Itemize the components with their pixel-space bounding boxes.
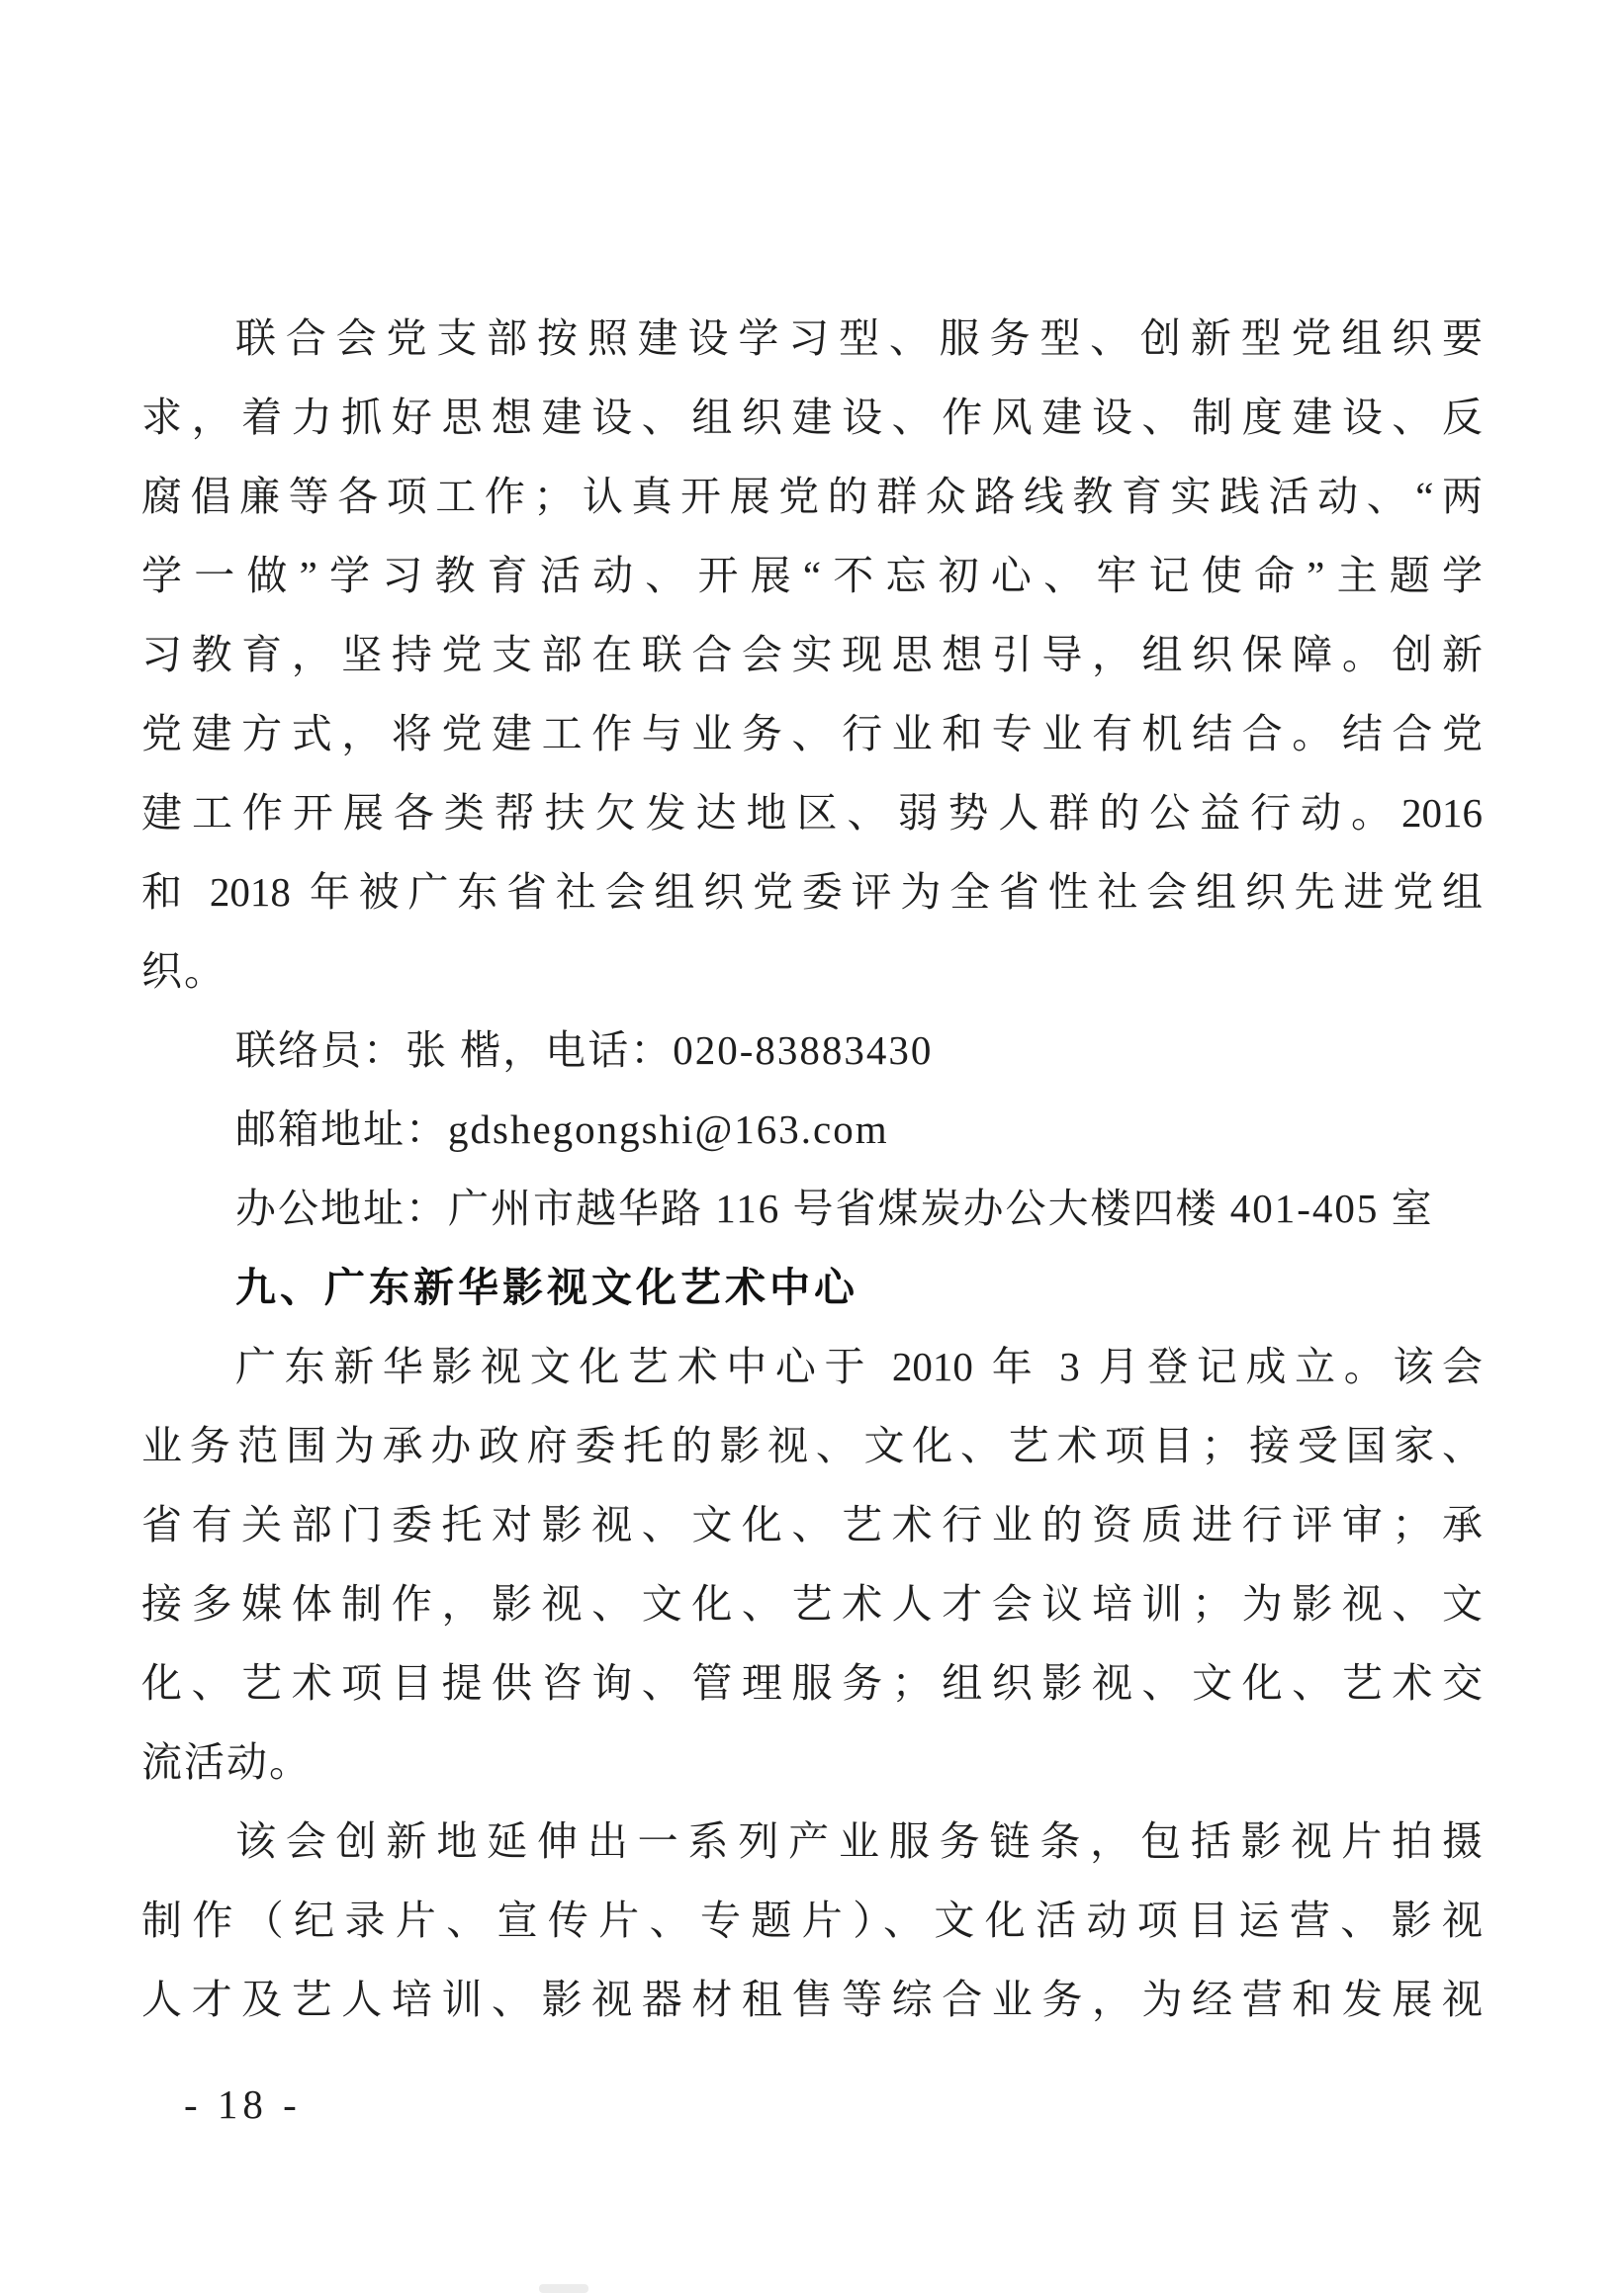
text-line: 学一做”学习教育活动、开展“不忘初心、牢记使命”主题学: [141, 553, 1483, 598]
text-line: 和 2018 年被广东省社会组织党委评为全省性社会组织先进党组: [141, 869, 1483, 915]
text-line: 办公地址：广州市越华路 116 号省煤炭办公大楼四楼 401-405 室: [235, 1186, 1434, 1231]
text-line: 织。: [141, 948, 226, 994]
text-line: 邮箱地址：gdshegongshi@163.com: [235, 1106, 889, 1152]
text-block: [141, 299, 1483, 2039]
text-line: 接多媒体制作，影视、文化、艺术人才会议培训；为影视、文: [141, 1581, 1483, 1627]
page-number: - 18 -: [184, 2081, 302, 2127]
text-line: 腐倡廉等各项工作；认真开展党的群众路线教育实践活动、“两: [141, 474, 1483, 519]
text-line: 该会创新地延伸出一系列产业服务链条，包括影视片拍摄: [235, 1818, 1483, 1864]
section-heading: 九、广东新华影视文化艺术中心: [235, 1265, 858, 1310]
text-line: 习教育，坚持党支部在联合会实现思想引导，组织保障。创新: [141, 632, 1483, 677]
text-line: 联合会党支部按照建设学习型、服务型、创新型党组织要: [235, 315, 1483, 361]
text-line: 制作（纪录片、宣传片、专题片）、文化活动项目运营、影视: [141, 1898, 1483, 1943]
text-line: 省有关部门委托对影视、文化、艺术行业的资质进行评审；承: [141, 1502, 1483, 1547]
text-line: 广东新华影视文化艺术中心于 2010 年 3 月登记成立。该会: [235, 1344, 1483, 1389]
text-line: 求，着力抓好思想建设、组织建设、作风建设、制度建设、反: [141, 395, 1483, 440]
text-line: 党建方式，将党建工作与业务、行业和专业有机结合。结合党: [141, 711, 1483, 756]
text-line: 化、艺术项目提供咨询、管理服务；组织影视、文化、艺术交: [141, 1660, 1483, 1706]
text-line: 联络员：张 楷，电话：020-83883430: [235, 1027, 934, 1073]
text-line: 流活动。: [141, 1739, 312, 1785]
text-line: 建工作开展各类帮扶欠发达地区、弱势人群的公益行动。2016: [141, 790, 1483, 836]
text-line: 人才及艺人培训、影视器材租售等综合业务，为经营和发展视: [141, 1977, 1483, 2022]
text-line: 业务范围为承办政府委托的影视、文化、艺术项目；接受国家、: [141, 1423, 1483, 1468]
scan-artifact: [539, 2284, 588, 2293]
